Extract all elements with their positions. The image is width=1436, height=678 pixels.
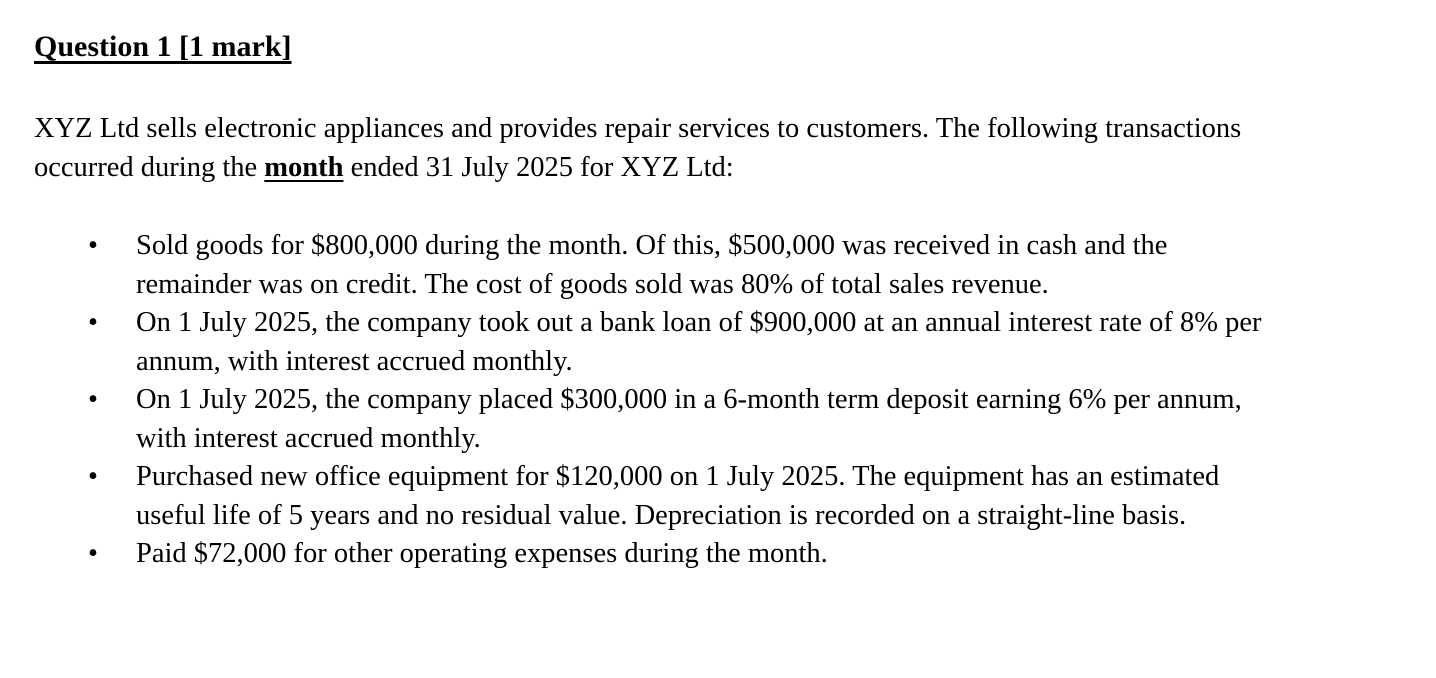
intro-paragraph: [34, 110, 1304, 187]
intro-text-before: XYZ Ltd sells electronic appliances and provides repair services to customers. The following transactions occurred during the: [34, 113, 1242, 183]
list-item: • On 1 July 2025, the company took out a bank loan of $900,000 at an annual interest rate of 8% per annum, with interest accrued monthly.: [136, 304, 1286, 381]
question-title: Question 1 [1 mark]: [34, 30, 292, 63]
transaction-list: [34, 227, 1396, 574]
list-item: • Paid $72,000 for other operating expenses during the month.: [136, 535, 1286, 574]
list-item: • On 1 July 2025, the company placed $300,000 in a 6-month term deposit earning 6% per annum, with interest accrued monthly.: [136, 381, 1286, 458]
list-item: • Purchased new office equipment for $120,000 on 1 July 2025. The equipment has an estimated useful life of 5 years and no residual value. Depreciation is recorded on a straight-line basis.: [136, 458, 1286, 535]
intro-emphasized-word: month: [264, 151, 344, 183]
intro-text-after: ended 31 July 2025 for XYZ Ltd:: [343, 151, 734, 183]
list-item: • Sold goods for $800,000 during the month. Of this, $500,000 was received in cash and the remainder was on credit. The cost of goods sold was 80% of total sales revenue.: [136, 227, 1286, 304]
